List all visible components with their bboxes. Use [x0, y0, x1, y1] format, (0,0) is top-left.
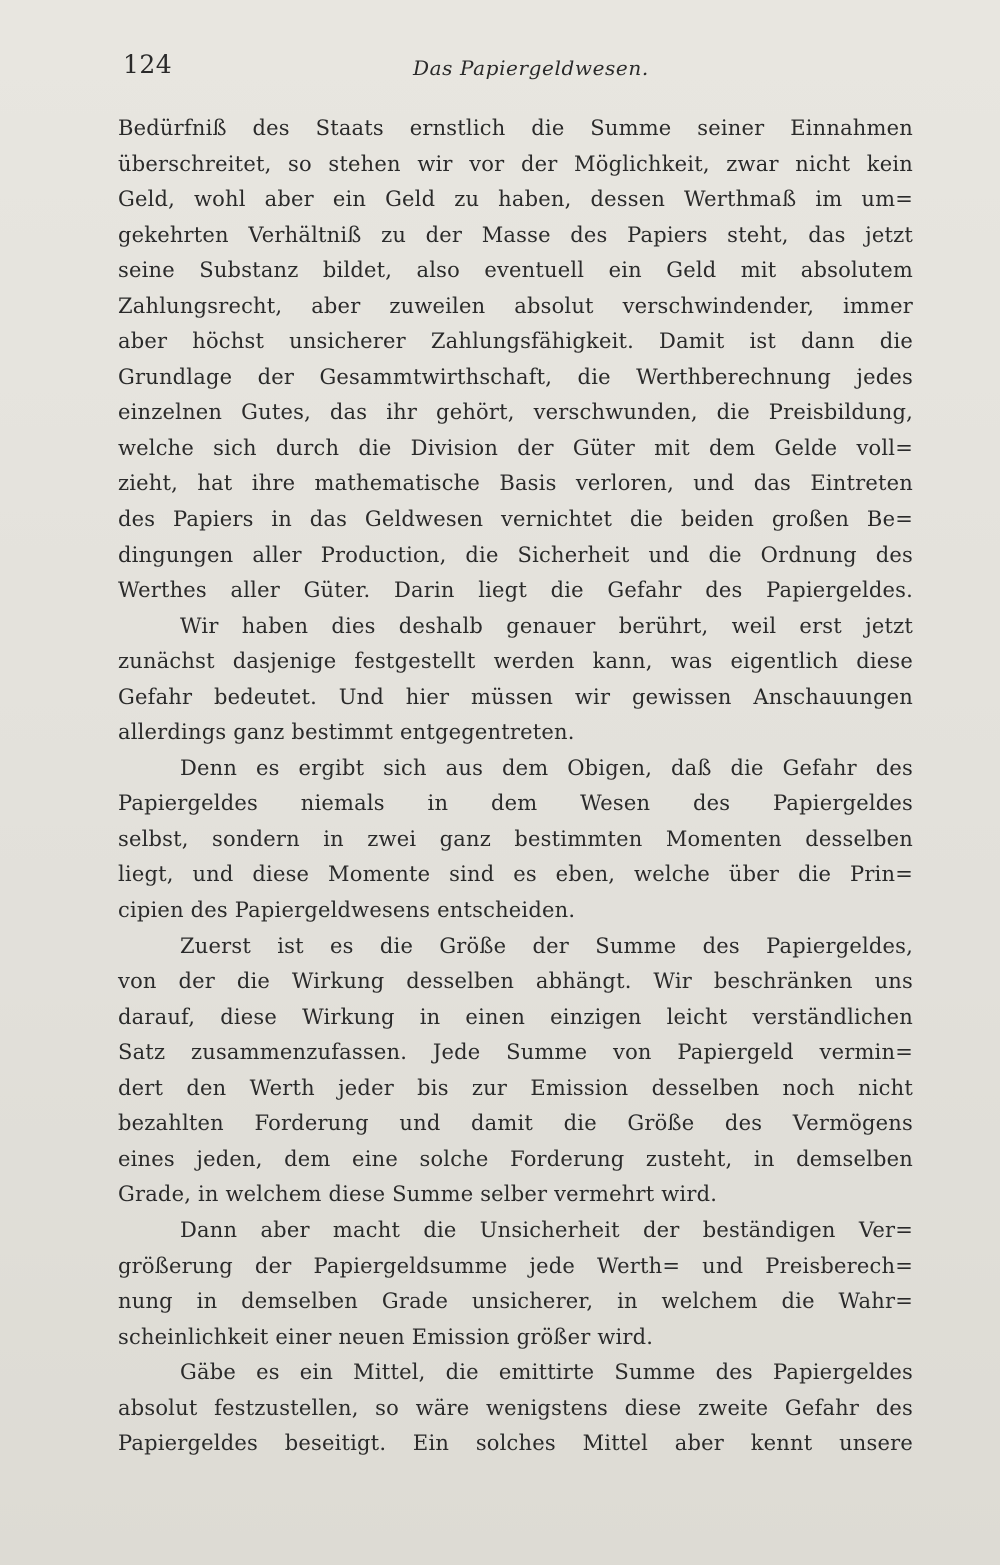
text-line: selbst, sondern in zwei ganz bestimmten Momenten desselben — [118, 826, 913, 851]
text-line: gekehrten Verhältniß zu der Masse des Papiers steht, das jetzt — [118, 222, 913, 247]
text-line: zunächst dasjenige festgestellt werden kann, was eigentlich diese — [118, 649, 913, 674]
text-line: Geld, wohl aber ein Geld zu haben, dessen Werthmaß im um= — [118, 187, 913, 212]
text-line: Papiergeldes beseitigt. Ein solches Mittel aber kennt unsere — [118, 1431, 913, 1456]
text-line: Gäbe es ein Mittel, die emittirte Summe des Papiergeldes — [180, 1360, 913, 1385]
text-line: Werthes aller Güter. Darin liegt die Gefahr des Papiergeldes. — [118, 578, 913, 603]
text-line: größerung der Papiergeldsumme jede Werth= und Preisberech= — [118, 1253, 913, 1278]
text-line: einzelnen Gutes, das ihr gehört, verschwunden, die Preisbildung, — [118, 400, 913, 425]
text-line: Denn es ergibt sich aus dem Obigen, daß die Gefahr des — [180, 755, 913, 780]
text-line: Dann aber macht die Unsicherheit der beständigen Ver= — [180, 1217, 913, 1242]
text-line: seine Substanz bildet, also eventuell ein Geld mit absolutem — [118, 258, 913, 283]
text-line: absolut festzustellen, so wäre wenigstens diese zweite Gefahr des — [118, 1395, 913, 1420]
body-text — [118, 111, 913, 1462]
page-number: 124 — [123, 50, 173, 79]
text-line: bezahlten Forderung und damit die Größe des Vermögens — [118, 1111, 913, 1136]
text-line: liegt, und diese Momente sind es eben, welche über die Prin= — [118, 862, 913, 887]
text-line: von der die Wirkung desselben abhängt. Wir beschränken uns — [118, 969, 913, 994]
text-line: cipien des Papiergeldwesens entscheiden. — [118, 898, 576, 923]
text-line: Bedürfniß des Staats ernstlich die Summe seiner Einnahmen — [118, 116, 913, 140]
text-line: Satz zusammenzufassen. Jede Summe von Papiergeld vermin= — [118, 1040, 913, 1065]
text-line: dert den Werth jeder bis zur Emission desselben noch nicht — [118, 1075, 913, 1100]
text-line: Grundlage der Gesammtwirthschaft, die Werthberechnung jedes — [118, 364, 913, 389]
text-line: Wir haben dies deshalb genauer berührt, weil erst jetzt — [180, 613, 913, 638]
text-line: überschreitet, so stehen wir vor der Möglichkeit, zwar nicht kein — [118, 151, 913, 176]
text-line: Zuerst ist es die Größe der Summe des Papiergeldes, — [180, 933, 913, 958]
text-line: aber höchst unsicherer Zahlungsfähigkeit. Damit ist dann die — [118, 329, 913, 354]
text-line: Zahlungsrecht, aber zuweilen absolut verschwindender, immer — [118, 293, 913, 318]
text-line: Grade, in welchem diese Summe selber vermehrt wird. — [118, 1182, 718, 1207]
text-line: Papiergeldes niemals in dem Wesen des Papiergeldes — [118, 791, 913, 816]
text-line: welche sich durch die Division der Güter mit dem Gelde voll= — [118, 435, 913, 460]
text-line: zieht, hat ihre mathematische Basis verloren, und das Eintreten — [118, 471, 913, 496]
page-header — [123, 50, 903, 90]
text-line: dingungen aller Production, die Sicherheit und die Ordnung des — [118, 542, 913, 567]
text-line: eines jeden, dem eine solche Forderung zusteht, in demselben — [118, 1146, 913, 1171]
text-line: Gefahr bedeutet. Und hier müssen wir gewissen Anschauungen — [118, 684, 913, 709]
running-head: Das Papiergeldwesen. — [413, 56, 649, 80]
text-line: darauf, diese Wirkung in einen einzigen leicht verständlichen — [118, 1004, 913, 1029]
text-line: des Papiers in das Geldwesen vernichtet die beiden großen Be= — [118, 507, 913, 532]
text-line: scheinlichkeit einer neuen Emission größer wird. — [118, 1324, 654, 1349]
text-line: allerdings ganz bestimmt entgegentreten. — [118, 720, 575, 745]
text-line: nung in demselben Grade unsicherer, in welchem die Wahr= — [118, 1289, 913, 1314]
